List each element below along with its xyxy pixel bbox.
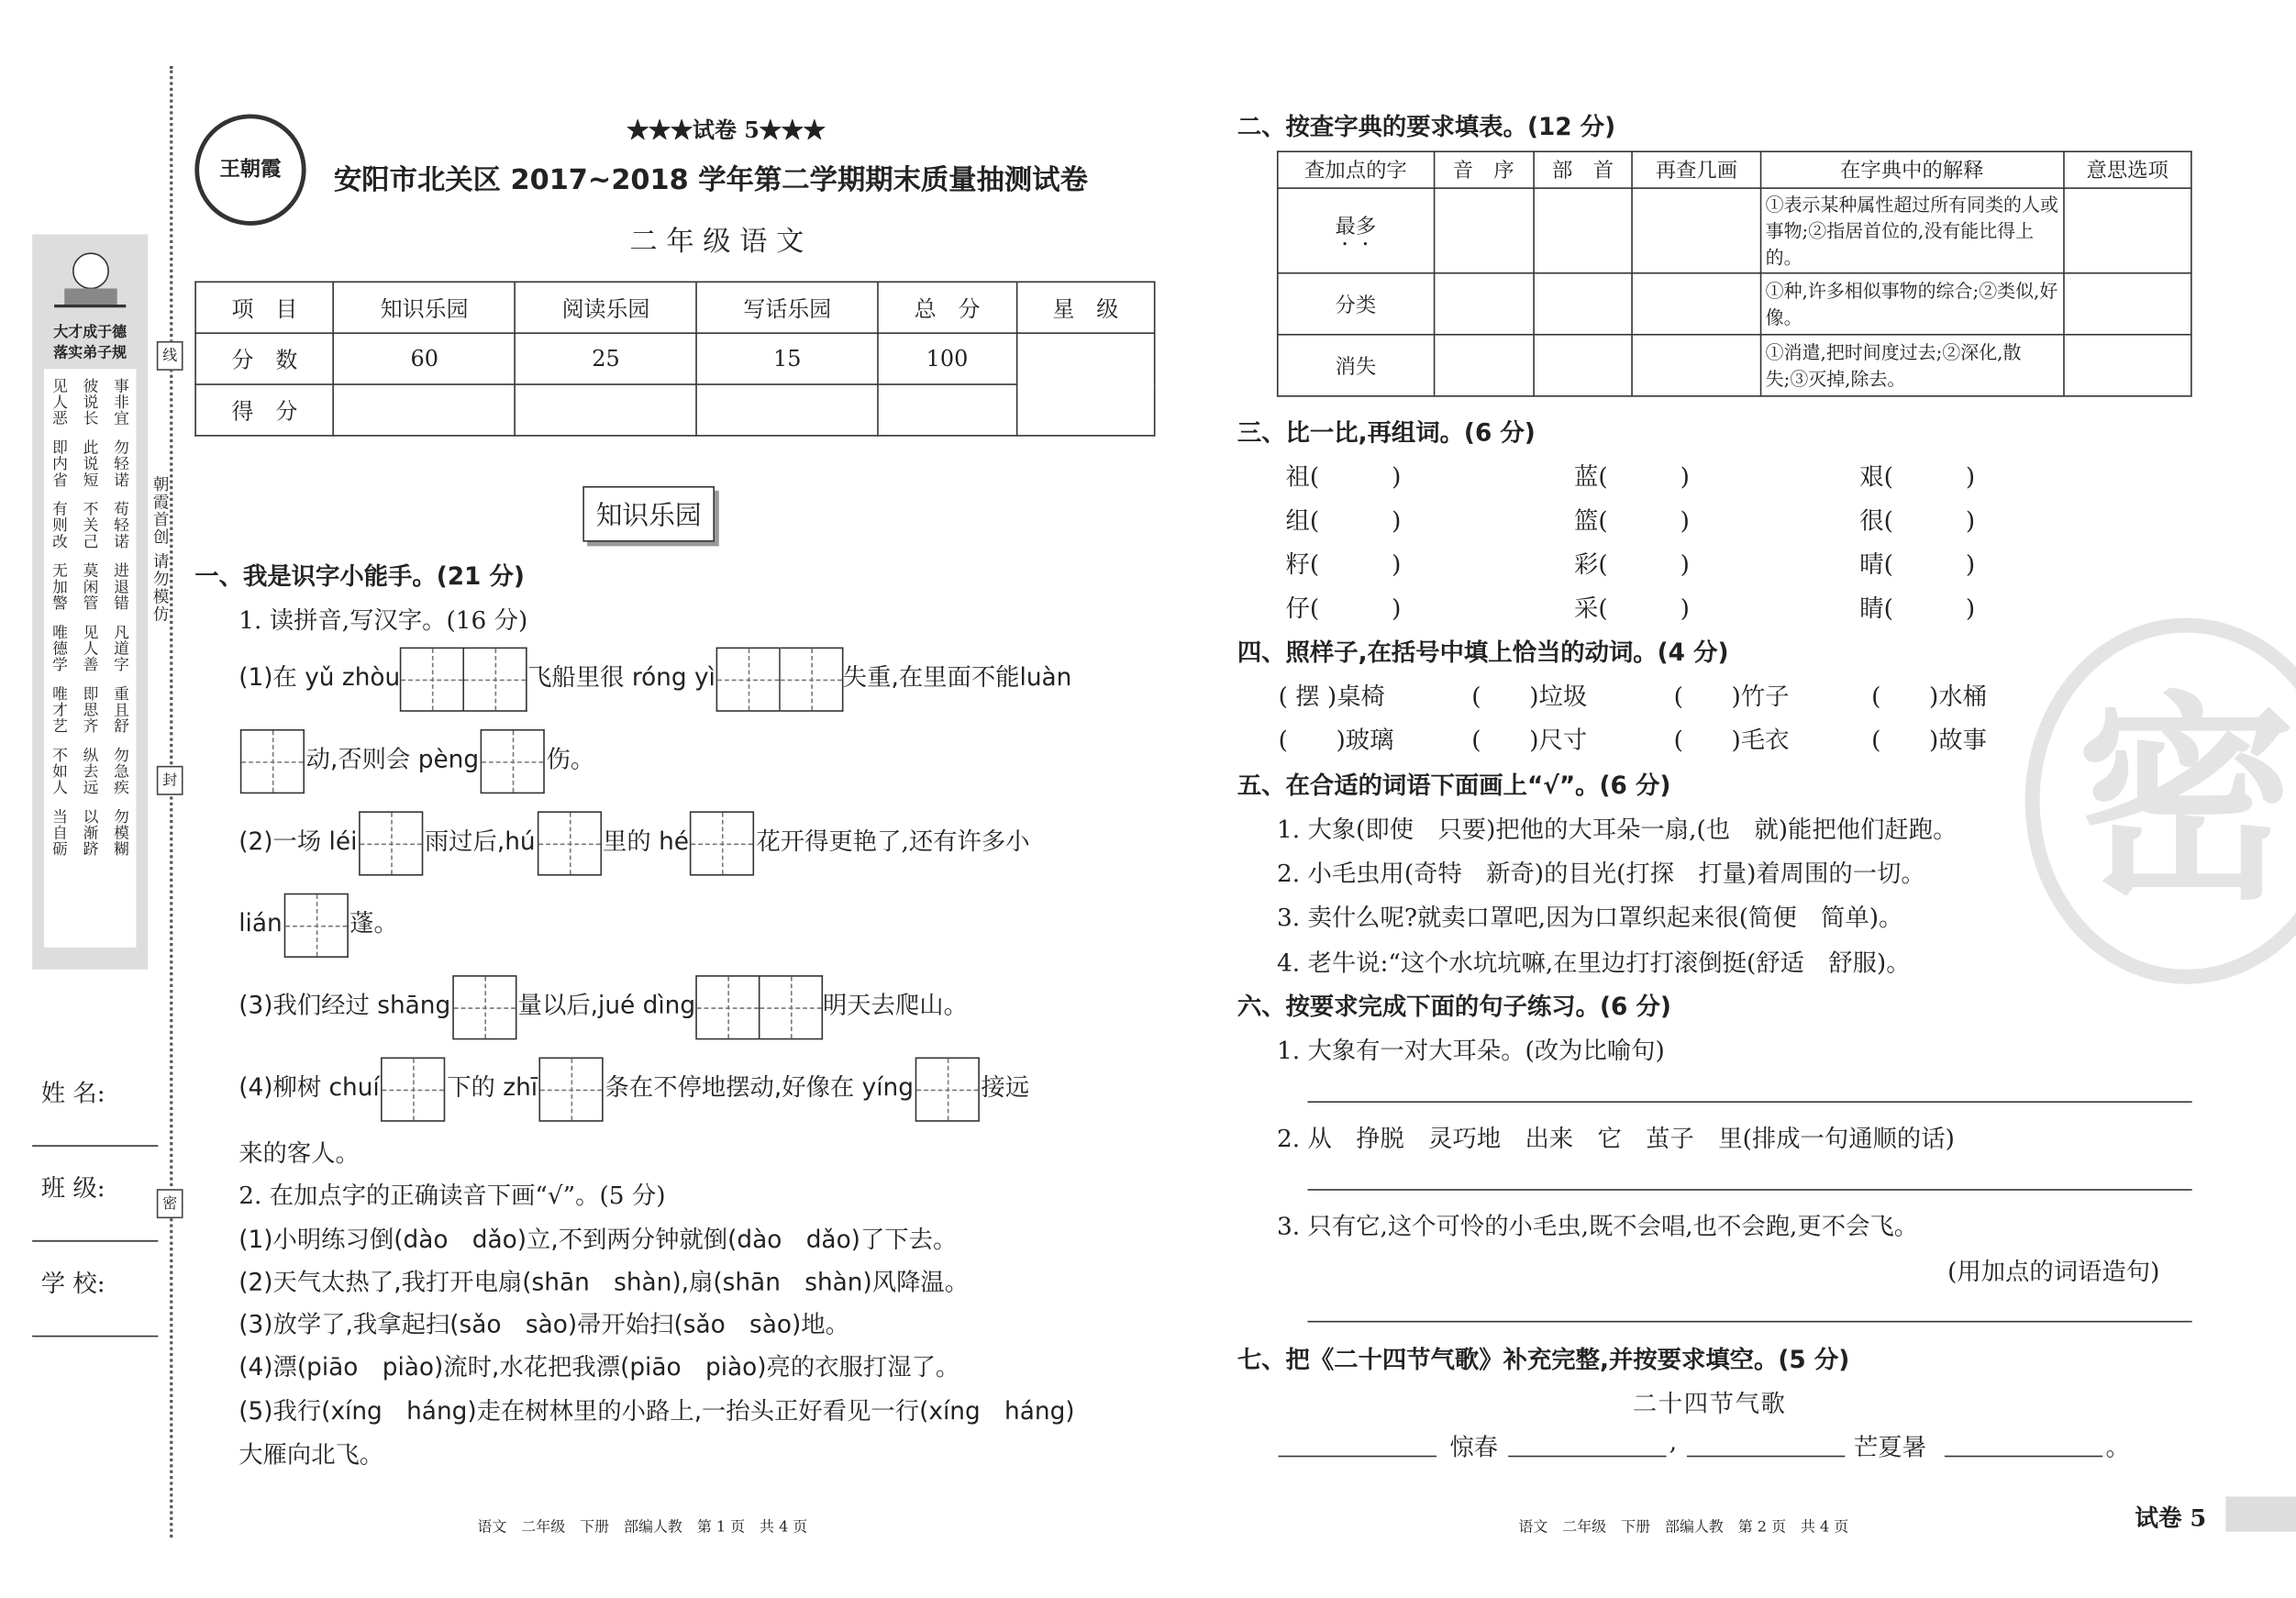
- q4-heading: 四、照样子,在括号中填上恰当的动词。(4 分): [1237, 638, 1729, 667]
- answer-line[interactable]: [1307, 1101, 2191, 1103]
- q4-item[interactable]: ( )尺寸: [1471, 726, 1588, 755]
- score-cell: 60: [334, 333, 516, 384]
- char-box[interactable]: [240, 728, 305, 793]
- q3-item[interactable]: 祖( ): [1285, 462, 1402, 491]
- verse-line: 以渐跻: [81, 808, 99, 857]
- char-box[interactable]: [915, 1057, 980, 1121]
- text: 花开得更艳了,还有许多小: [756, 827, 1030, 856]
- pron-item-1[interactable]: (1)小明练习倒(dào dǎo)立,不到两分钟就倒(dào dǎo)了下去。: [238, 1226, 958, 1254]
- verse-block: [44, 369, 137, 948]
- char-box[interactable]: [780, 647, 843, 711]
- poem-text: 。: [2105, 1433, 2130, 1462]
- pinyin-line-4: [238, 891, 398, 958]
- char-box[interactable]: [452, 974, 516, 1038]
- answer-cell[interactable]: [1434, 273, 1533, 335]
- name-label: 姓 名:: [40, 1079, 105, 1107]
- answer-cell[interactable]: [1533, 335, 1632, 396]
- name-field[interactable]: [32, 1145, 158, 1147]
- section-badge: 知识乐园: [582, 486, 715, 542]
- verse-line: 唯德学: [50, 624, 69, 672]
- verse-line: 事非宜: [112, 377, 130, 427]
- pron-item-2[interactable]: (2)天气太热了,我打开电扇(shān shàn),扇(shān shàn)风降温。: [238, 1268, 970, 1296]
- pron-item-3[interactable]: (3)放学了,我拿起扫(sǎo sào)帚开始扫(sǎo sào)地。: [238, 1310, 849, 1339]
- char-box[interactable]: [695, 974, 760, 1038]
- header-cell: 查加点的字: [1278, 151, 1434, 188]
- answer-cell[interactable]: [2063, 188, 2191, 273]
- pinyin-line-1: [238, 644, 1071, 711]
- text: (3)我们经过 shāng: [238, 991, 451, 1020]
- header-cell: 项 目: [195, 282, 334, 333]
- dictionary-table: [1277, 150, 2192, 396]
- char-box[interactable]: [481, 728, 545, 793]
- char-box[interactable]: [359, 811, 423, 875]
- verse-line: 见人善: [81, 624, 99, 672]
- char-box[interactable]: [715, 647, 780, 711]
- poem-text: 芒夏暑: [1853, 1433, 1926, 1462]
- header-cell: 音 序: [1434, 151, 1533, 188]
- school-field[interactable]: [32, 1336, 158, 1337]
- copyright-notice: 朝霞首创 请勿模仿: [150, 475, 171, 624]
- pinyin-line-6: [238, 1054, 1029, 1121]
- poem-text: 惊春: [1449, 1433, 1499, 1462]
- q4-item[interactable]: ( )垃圾: [1471, 682, 1588, 711]
- poem-title: 二十四节气歌: [1632, 1389, 1787, 1418]
- text: 条在不停地摆动,好像在 yíng: [605, 1073, 914, 1102]
- verse-line: 进退错: [112, 561, 130, 611]
- verse-line: 当自砺: [50, 808, 69, 857]
- q2-heading: 二、按查字典的要求填表。(12 分): [1237, 112, 1616, 141]
- binding-dotted-line: [170, 66, 172, 1537]
- text: 接远: [981, 1073, 1030, 1102]
- text: 蓬。: [349, 909, 398, 938]
- score-cell: 15: [696, 333, 878, 384]
- pron-item-5-cont: 大雁向北飞。: [238, 1440, 384, 1470]
- answer-cell[interactable]: [1633, 335, 1760, 396]
- exam-title: 安阳市北关区 2017~2018 学年第二学期期末质量抽测试卷: [333, 163, 1088, 196]
- answer-cell[interactable]: [1633, 273, 1760, 335]
- earned-cell[interactable]: [878, 384, 1016, 436]
- header-cell: 写话乐园: [696, 282, 878, 333]
- q6-item-3-hint: (用加点的词语造句): [1947, 1258, 2160, 1286]
- verse-line: 凡道字: [112, 624, 130, 672]
- verse-line: 纵去远: [81, 747, 99, 795]
- logo: 王朝霞: [194, 115, 305, 226]
- footer-left: 语文 二年级 下册 部编人教 第 1 页 共 4 页: [477, 1519, 808, 1537]
- pinyin-line-3: [238, 808, 1029, 875]
- footer-tag: 试卷 5: [2135, 1500, 2206, 1534]
- q4-item[interactable]: ( )竹子: [1673, 682, 1790, 711]
- text: lián: [238, 909, 283, 938]
- seal-mark-secret: 密: [157, 1189, 183, 1218]
- pron-item-5[interactable]: (5)我行(xíng háng)走在树林里的小路上,一抬头正好看见一行(xíng háng): [238, 1396, 1075, 1426]
- verse-column: [82, 378, 99, 870]
- char-box[interactable]: [400, 647, 464, 711]
- verse-line: 不关己: [81, 500, 99, 549]
- header-cell: 阅读乐园: [516, 282, 697, 333]
- text: 量以后,jué dìng: [517, 991, 696, 1020]
- answer-cell[interactable]: [1533, 188, 1632, 273]
- verse-line: 莫闲管: [81, 561, 99, 611]
- q3-item[interactable]: 采( ): [1574, 594, 1690, 623]
- q7-heading: 七、把《二十四节气歌》补充完整,并按要求填空。(5 分): [1237, 1345, 1850, 1374]
- answer-cell[interactable]: [1633, 188, 1760, 273]
- q5-item-3[interactable]: 3. 卖什么呢?就卖口罩吧,因为口罩织起来很(简便 简单)。: [1276, 903, 1903, 932]
- q4-item[interactable]: ( 摆 )桌椅: [1278, 682, 1385, 711]
- meaning-cell: ①消遣,把时间度过去;②深化,散失;③灭掉,除去。: [1760, 335, 2063, 396]
- text: (1)在 yǔ zhòu: [238, 663, 401, 692]
- q3-item[interactable]: 蓝( ): [1574, 462, 1690, 491]
- school-label: 学 校:: [40, 1269, 105, 1298]
- answer-cell[interactable]: [1533, 273, 1632, 335]
- header-cell: 星 级: [1016, 282, 1155, 333]
- score-cell: 25: [516, 333, 697, 384]
- q1-2-heading: 2. 在加点字的正确读音下画“√”。(5 分): [238, 1182, 666, 1210]
- text: 动,否则会 pèng: [305, 745, 480, 773]
- motto-line-2: 落实弟子规: [53, 345, 128, 362]
- q1-heading: 一、我是识字小能手。(21 分): [194, 561, 525, 591]
- q5-heading: 五、在合适的词语下面画上“√”。(6 分): [1237, 771, 1671, 800]
- header-cell: 意思选项: [2063, 151, 2191, 188]
- seal-mark-seal: 封: [157, 766, 183, 795]
- watermark-seal: 密: [2025, 618, 2296, 984]
- answer-line[interactable]: [1307, 1321, 2191, 1323]
- q6-item-1: 1. 大象有一对大耳朵。(改为比喻句): [1276, 1037, 1665, 1065]
- q1-1-heading: 1. 读拼音,写汉字。(16 分): [238, 605, 528, 635]
- exam-badge: ★★★试卷 5★★★: [627, 117, 826, 144]
- char-box[interactable]: [381, 1057, 445, 1121]
- q6-heading: 六、按要求完成下面的句子练习。(6 分): [1237, 993, 1671, 1021]
- header-cell: 部 首: [1533, 151, 1632, 188]
- pinyin-line-7: 来的客人。: [238, 1138, 360, 1168]
- q3-item[interactable]: 晴( ): [1859, 550, 1976, 579]
- verse-line: 勿急疾: [112, 747, 130, 795]
- answer-cell[interactable]: [1434, 335, 1533, 396]
- motto-line-1: 大才成于德: [53, 325, 128, 341]
- word-cell: 最多: [1278, 188, 1434, 273]
- verse-line: 此说短: [81, 438, 99, 488]
- verse-line: 勿模糊: [112, 808, 130, 857]
- text: 里的 hé: [603, 827, 690, 856]
- header-cell: 再查几画: [1633, 151, 1760, 188]
- q5-item-2[interactable]: 2. 小毛虫用(奇特 新奇)的目光(打探 打量)着周围的一切。: [1276, 860, 1925, 888]
- earned-cell[interactable]: [696, 384, 878, 436]
- verse-line: 勿轻诺: [112, 438, 130, 488]
- q6-item-2: 2. 从 挣脱 灵巧地 出来 它 茧子 里(排成一句通顺的话): [1276, 1124, 1955, 1153]
- pron-item-4[interactable]: (4)漂(piāo piào)流时,水花把我漂(piāo piào)亮的衣服打湿了。: [238, 1352, 960, 1382]
- verse-line: 即思齐: [81, 685, 99, 734]
- meaning-cell: ①表示某种属性超过所有同类的人或事物;②指居首位的,没有能比得上的。: [1760, 188, 2063, 273]
- q3-item[interactable]: 睛( ): [1859, 594, 1976, 623]
- student-illustration-icon: [32, 241, 148, 322]
- verse-column: [50, 378, 68, 870]
- text: 伤。: [546, 745, 595, 773]
- q5-item-1[interactable]: 1. 大象(即使 只要)把他的大耳朵一扇,(也 就)能把他们赶跑。: [1276, 816, 1958, 844]
- meaning-cell: ①种,许多相似事物的综合;②类似,好像。: [1760, 273, 2063, 335]
- row-label: 分 数: [195, 333, 334, 384]
- earned-cell[interactable]: [516, 384, 697, 436]
- verse-line: 唯才艺: [50, 685, 69, 734]
- verse-line: 苟轻诺: [112, 500, 130, 549]
- answer-cell[interactable]: [2063, 335, 2191, 396]
- q4-item[interactable]: ( )水桶: [1871, 682, 1987, 711]
- char-box[interactable]: [760, 974, 823, 1038]
- answer-cell[interactable]: [2063, 273, 2191, 335]
- poem-blank[interactable]: [1508, 1456, 1666, 1458]
- q3-heading: 三、比一比,再组词。(6 分): [1237, 418, 1536, 447]
- q3-item[interactable]: 很( ): [1859, 506, 1976, 535]
- text: 失重,在里面不能luàn: [842, 663, 1072, 692]
- text: 雨过后,hú: [424, 827, 536, 856]
- text: (4)柳树 chuí: [238, 1073, 380, 1102]
- char-box[interactable]: [283, 893, 348, 957]
- q3-item[interactable]: 艰( ): [1859, 462, 1976, 491]
- q3-item[interactable]: 彩( ): [1574, 550, 1690, 579]
- text: 飞船里很 róng yì: [527, 663, 715, 692]
- class-field[interactable]: [32, 1240, 158, 1242]
- pinyin-line-5: [238, 972, 968, 1039]
- header-cell: 总 分: [878, 282, 1016, 333]
- char-box[interactable]: [691, 811, 755, 875]
- subject-title: 二年级语文: [629, 225, 813, 258]
- poem-blank[interactable]: [1687, 1456, 1845, 1458]
- q3-item[interactable]: 籽( ): [1285, 550, 1402, 579]
- class-label: 班 级:: [40, 1174, 105, 1203]
- score-table: [194, 281, 1155, 436]
- seal-mark-line: 线: [157, 341, 183, 371]
- verse-line: 不如人: [50, 747, 69, 795]
- row-label: 得 分: [195, 384, 334, 436]
- verse-line: 无加警: [50, 561, 69, 611]
- text: 明天去爬山。: [822, 991, 968, 1020]
- text: 下的 zhī: [447, 1073, 538, 1102]
- verse-line: 重且舒: [112, 685, 130, 734]
- poem-text: ,: [1669, 1427, 1678, 1456]
- q3-item[interactable]: 篮( ): [1574, 506, 1690, 535]
- char-box[interactable]: [539, 1057, 604, 1121]
- word-cell: 消失: [1278, 335, 1434, 396]
- sidebar-motto-panel: [32, 234, 148, 969]
- q5-item-4[interactable]: 4. 老牛说:“这个水坑坑嘛,在里边打打滚倒挺(舒适 舒服)。: [1276, 949, 1911, 977]
- text: (2)一场 léi: [238, 827, 358, 856]
- verse-line: 彼说长: [81, 377, 99, 427]
- header-cell: 知识乐园: [334, 282, 516, 333]
- q3-item[interactable]: 组( ): [1285, 506, 1402, 535]
- score-cell: 100: [878, 333, 1016, 384]
- answer-cell[interactable]: [1434, 188, 1533, 273]
- star-cell[interactable]: [1016, 333, 1155, 436]
- word-cell: 分类: [1278, 273, 1434, 335]
- q6-item-3: 3. 只有它,这个可怜的小毛虫,既不会唱,也不会跑,更不会飞。: [1276, 1212, 1919, 1241]
- verse-line: 有则改: [50, 500, 69, 549]
- header-cell: 在字典中的解释: [1760, 151, 2063, 188]
- footer-right: 语文 二年级 下册 部编人教 第 2 页 共 4 页: [1518, 1519, 1849, 1537]
- earned-cell[interactable]: [334, 384, 516, 436]
- poem-blank[interactable]: [1279, 1456, 1436, 1458]
- q4-item[interactable]: ( )毛衣: [1673, 726, 1790, 755]
- verse-line: 即内省: [50, 438, 69, 488]
- char-box[interactable]: [464, 647, 527, 711]
- verse-line: 见人恶: [50, 377, 69, 427]
- answer-line[interactable]: [1307, 1189, 2191, 1191]
- q4-item[interactable]: ( )玻璃: [1278, 726, 1394, 755]
- footer-tab-decoration: [2225, 1496, 2296, 1531]
- pinyin-line-2: [238, 727, 594, 793]
- verse-column: [112, 378, 129, 870]
- char-box[interactable]: [537, 811, 601, 875]
- poem-blank[interactable]: [1945, 1456, 2102, 1458]
- q3-item[interactable]: 仔( ): [1285, 594, 1402, 623]
- q4-item[interactable]: ( )故事: [1871, 726, 1987, 755]
